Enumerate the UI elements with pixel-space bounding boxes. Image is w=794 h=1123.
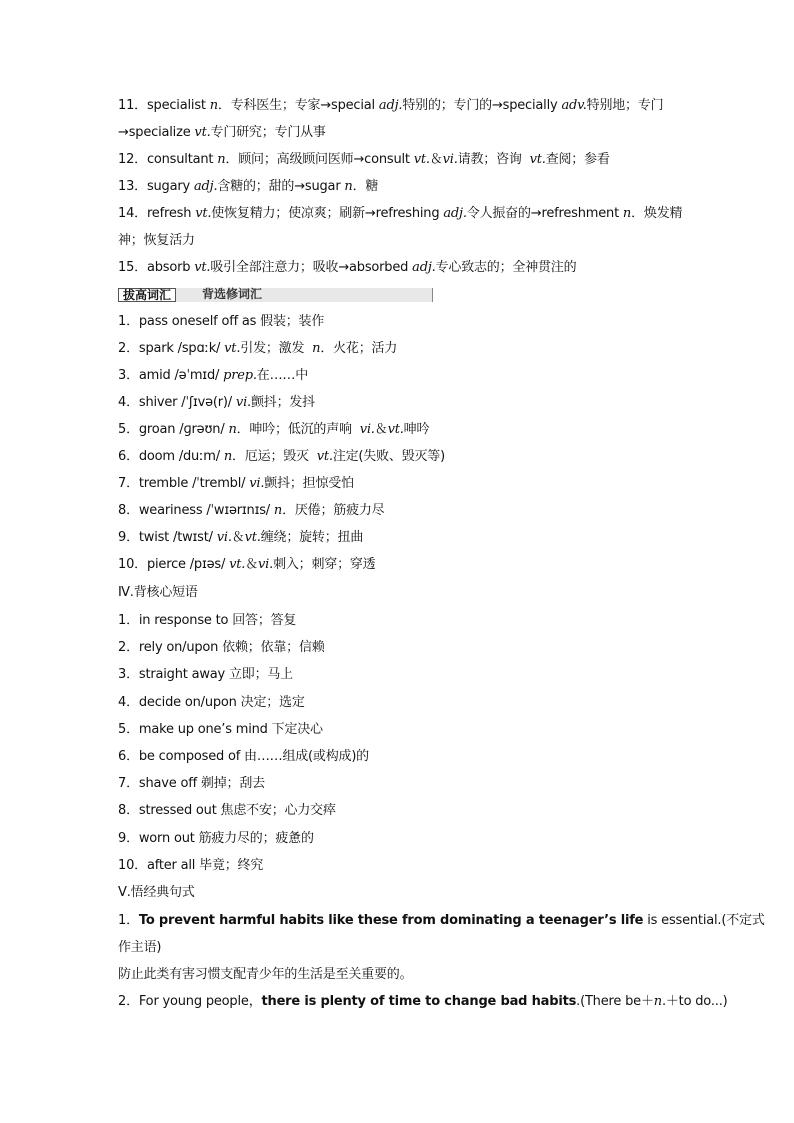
- term: 8．weariness /ˈwɪərɪnɪs/: [118, 503, 274, 518]
- entry-text: 1．pass oneself off as 假装；装作: [118, 314, 325, 329]
- part-of-speech: vi.: [216, 530, 232, 545]
- term: 11．specialist: [118, 98, 210, 113]
- definition: ．顾问；高级顾问医师→consult: [225, 152, 414, 167]
- phrase-item: 8．stressed out 焦虑不安；心力交瘁: [118, 803, 336, 818]
- part-of-speech: adj.: [443, 206, 467, 221]
- conjunction: ＆: [429, 152, 443, 167]
- part-of-speech: n: [209, 98, 218, 113]
- definition: 注定(失败、毁灭等): [332, 449, 445, 464]
- term: 14．refresh: [118, 206, 196, 221]
- definition: ．火花；活力: [320, 341, 398, 356]
- definition: 特别地；专门: [586, 98, 664, 113]
- section-header-bar: [118, 288, 433, 302]
- part-of-speech: vi.: [249, 476, 265, 491]
- definition: 使恢复精力；使凉爽；刷新→refreshing: [211, 206, 444, 221]
- advanced-item-6: [118, 447, 688, 467]
- term: 15．absorb: [118, 260, 195, 275]
- part-of-speech: vt.: [224, 341, 241, 356]
- conjunction: ＆: [231, 530, 245, 545]
- part-of-speech: vt.: [244, 530, 261, 545]
- part-of-speech: vt.: [194, 125, 211, 140]
- phrase-item: 10．after all 毕竟；终究: [118, 858, 264, 873]
- advanced-item-1: [118, 312, 688, 332]
- sentence-highlight: there is plenty of time to change bad habits: [261, 994, 577, 1009]
- part-of-speech: n: [344, 179, 353, 194]
- definition: 专门研究；专门从事: [210, 125, 326, 140]
- phrase-item: 6．be composed of 由……组成(或构成)的: [118, 749, 369, 764]
- term: 9．twist /twɪst/: [118, 530, 217, 545]
- sentence-2: [118, 992, 728, 1012]
- vocab-item-11-cont: [118, 123, 688, 143]
- part-of-speech: vt.: [413, 152, 430, 167]
- definition: 神；恢复活力: [118, 233, 195, 248]
- term: 10．pierce /pɪəs/: [118, 557, 230, 572]
- phrase-item: 3．straight away 立即；马上: [118, 667, 293, 682]
- definition: 缠绕；旋转；扭曲: [260, 530, 364, 545]
- phrase-item: 4．decide on/upon 决定；选定: [118, 695, 305, 710]
- definition: 在……中: [256, 368, 308, 383]
- term: 2．spark /spɑːk/: [118, 341, 225, 356]
- phrase-item: 2．rely on/upon 依赖；依靠；信赖: [118, 640, 325, 655]
- section-header-subtitle: 背选修词汇: [202, 287, 263, 301]
- part-of-speech: vt.: [387, 422, 404, 437]
- sentence-number: 1．: [118, 913, 139, 928]
- term: 12．consultant: [118, 152, 218, 167]
- definition: 吸引全部注意力；吸收→absorbed: [210, 260, 413, 275]
- part-of-speech: adv.: [561, 98, 587, 113]
- advanced-item-10: [118, 555, 688, 575]
- conjunction: ＆: [245, 557, 259, 572]
- definition: 查阅；参看: [545, 152, 610, 167]
- advanced-item-8: [118, 501, 688, 521]
- part-of-speech: n: [228, 422, 237, 437]
- definition: ．厄运；毁灭: [232, 449, 317, 464]
- sentence-1-translation: 防止此类有害习惯支配青少年的生活是至关重要的。: [118, 967, 413, 982]
- conjunction: ＆: [374, 422, 388, 437]
- phrase-item: 9．worn out 筋疲力尽的；疲惫的: [118, 831, 314, 846]
- term: →specialize: [118, 125, 195, 140]
- part-of-speech: n: [217, 152, 226, 167]
- vocab-item-11: [118, 96, 688, 116]
- sentence-1: [118, 911, 765, 931]
- part-of-speech: adj.: [378, 98, 403, 113]
- phrase-item: 1．in response to 回答；答复: [118, 613, 297, 628]
- part-of-speech: n: [273, 503, 283, 518]
- definition: 令人振奋的→refreshment: [466, 206, 623, 221]
- term: 4．shiver /ˈʃɪvə(r)/: [118, 395, 236, 410]
- definition: 刺入；刺穿；穿透: [273, 557, 376, 572]
- definition: ．呻吟；低沉的声响: [236, 422, 360, 437]
- part-of-speech: n: [223, 449, 233, 464]
- advanced-item-7: [118, 474, 688, 494]
- part-of-speech: vt.: [195, 206, 212, 221]
- definition: ．糖: [352, 179, 379, 194]
- advanced-item-9: [118, 528, 688, 548]
- term: 6．doom /duːm/: [118, 449, 224, 464]
- sentence-text: ＋to do...): [665, 994, 728, 1009]
- part-of-speech: vi.: [359, 422, 375, 437]
- definition: 颤抖；发抖: [250, 395, 315, 410]
- vocab-item-15: [118, 258, 688, 278]
- definition: 请教；咨询: [457, 152, 530, 167]
- part-of-speech: prep.: [223, 368, 257, 383]
- vocab-item-13: [118, 177, 688, 197]
- sentence-text: is essential.(不定式: [643, 913, 765, 928]
- part-of-speech: n: [622, 206, 632, 221]
- part-of-speech: vt.: [229, 557, 246, 572]
- term: 3．amid /əˈmɪd/: [118, 368, 224, 383]
- advanced-item-3: [118, 366, 688, 386]
- definition: ．焕发精: [631, 206, 683, 221]
- advanced-item-2: [118, 339, 688, 359]
- sentence-text: 2．For young people，: [118, 994, 262, 1009]
- sentence-text: .(There be＋: [576, 994, 654, 1009]
- sentence-highlight: To prevent harmful habits like these from dominating a teenager’s life: [138, 913, 644, 928]
- vocab-item-14-cont: [118, 231, 688, 251]
- part-of-speech: vi.: [235, 395, 251, 410]
- phrase-item: 5．make up one’s mind 下定决心: [118, 722, 323, 737]
- term: 13．sugary: [118, 179, 194, 194]
- definition: ．厌倦；筋疲力尽: [282, 503, 385, 518]
- part-of-speech: n: [312, 341, 321, 356]
- definition: 引发；激发: [240, 341, 313, 356]
- section-header-label: 拔高词汇: [118, 288, 176, 302]
- vocab-item-14: [118, 204, 688, 224]
- sentences-section-title: Ⅴ.悟经典句式: [118, 885, 195, 900]
- vocab-item-12: [118, 150, 688, 170]
- phrases-section-title: Ⅳ.背核心短语: [118, 585, 198, 600]
- part-of-speech: vt.: [316, 449, 333, 464]
- part-of-speech: vi.: [442, 152, 458, 167]
- part-of-speech: adj.: [193, 179, 218, 194]
- definition: 特别的；专门的→specially: [402, 98, 562, 113]
- phrase-item: 7．shave off 剃掉；刮去: [118, 776, 265, 791]
- part-of-speech: vt.: [529, 152, 546, 167]
- part-of-speech: vi.: [258, 557, 274, 572]
- definition: 专心致志的；全神贯注的: [435, 260, 577, 275]
- part-of-speech: adj.: [412, 260, 436, 275]
- term: 7．tremble /ˈtrembl/: [118, 476, 250, 491]
- definition: 呻吟: [403, 422, 430, 437]
- term: 5．groan /ɡrəʊn/: [118, 422, 229, 437]
- definition: 含糖的；甜的→sugar: [217, 179, 345, 194]
- advanced-item-4: [118, 393, 688, 413]
- part-of-speech: n.: [653, 994, 666, 1009]
- sentence-1-cont: 作主语): [118, 940, 162, 955]
- advanced-item-5: [118, 420, 688, 440]
- definition: 颤抖；担惊受怕: [264, 476, 354, 491]
- definition: ．专科医生；专家→special: [217, 98, 379, 113]
- part-of-speech: vt.: [194, 260, 211, 275]
